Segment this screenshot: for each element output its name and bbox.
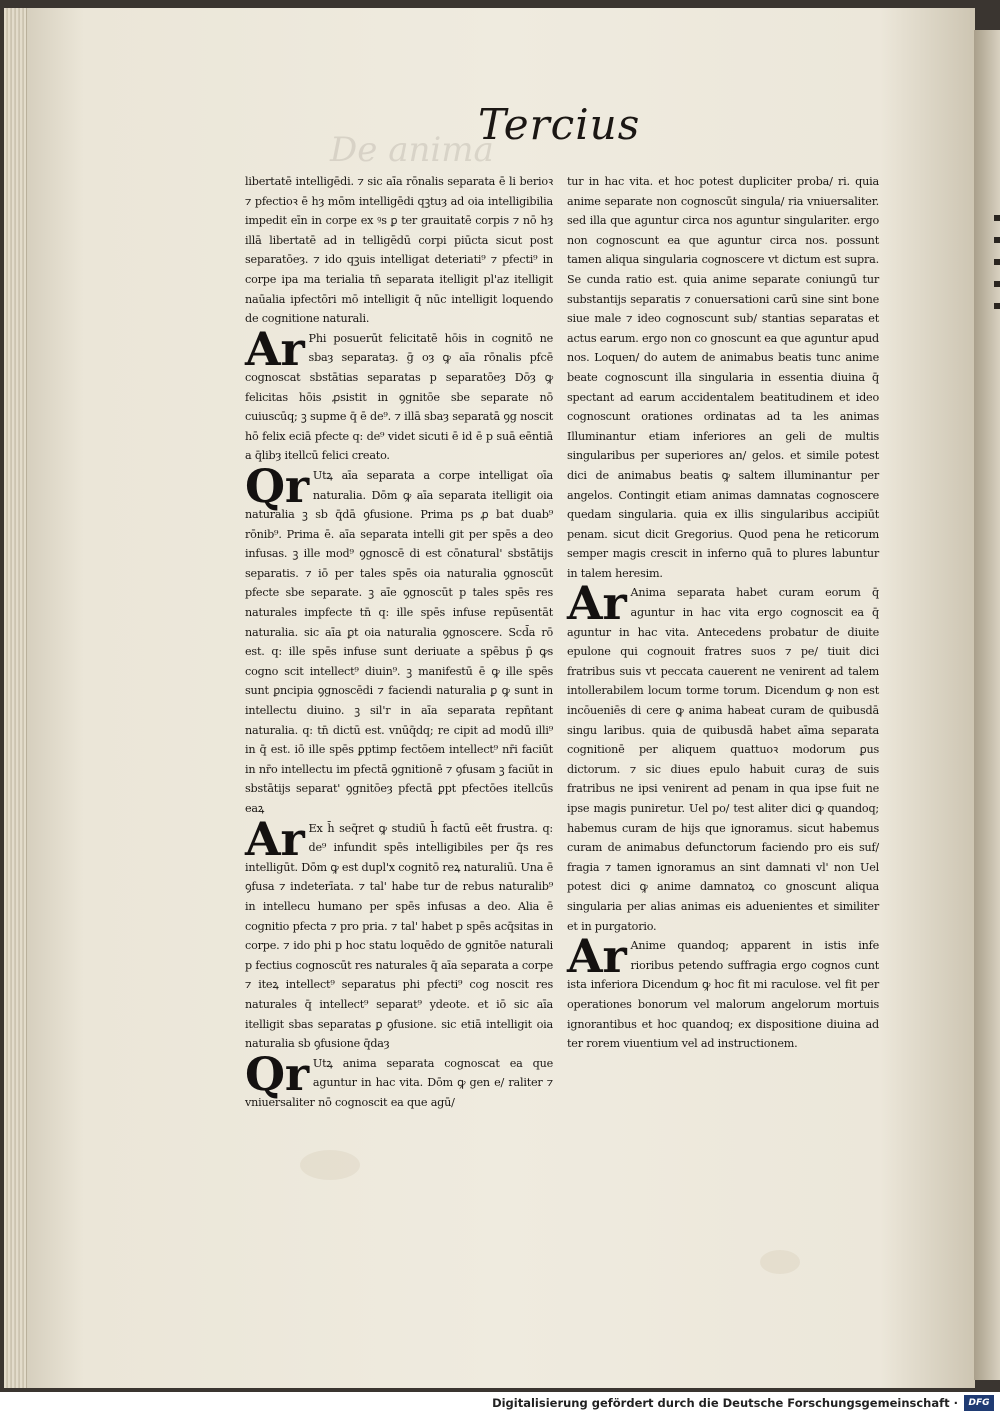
- paragraph: [245, 811, 553, 1054]
- paragraph-text: Phi posuerūt felicitatē hōis in cognitō ne sbaȝ separataȝ. ḡ oȝ ꝙ aīa rōnalis pfcē cognoscat sbstātias separatas p separatōeȝ Dōȝ ꝙ felicitas hōis ꝓsistit in ꝯgnitōe sbe separate nō cuiuscūq; ꝫ supme q̄ ē de⁹. ⁊ illā sbaȝ separatā ꝯg noscit hō felix eciā pfecte q: de⁹ videt sicuti ē id ē p suā eēntiā a q̄libȝ itellcū felici creato.: [245, 331, 553, 463]
- paragraph: [245, 458, 553, 819]
- show-through-text: De anima: [330, 130, 494, 170]
- decorated-initial: Ar: [567, 576, 627, 631]
- paragraph-text: tur in hac vita. et hoc potest dupliciter proba/ ri. quia anime separate non cognoscūt singula/ ria vniuersaliter. sed illa que aguntur circa nos aguntur singulariter. ergo non cognoscunt ea que aguntur circa nos. possunt tamen aliqua singularia cognoscere vt dictum est supra. Se cunda ratio est. quia anime separate coniungū tur substantijs separatis ⁊ conuersationi carū sine sint bone siue male ⁊ ideo cognoscunt sub/ stantias separatas et actus earum. ergo non co gnoscunt ea que aguntur apud nos. Loquen/ do autem de animabus beatis tunc anime beate cognoscunt illa singularia in essentia diuina q̄ spectant ad earum accidentalem beatitudinem et ideo cognoscunt orationes ordinatas ad ta les animas Illuminantur etiam inferiores an geli de multis singularibus per superiores an/ gelos. et simile potest dici de animabus beatis ꝙ saltem illuminantur per angelos. Contingit etiam animas damnatas cognoscere quedam singularia. quia ex illis singularibus accipiūt penam. sicut dicit Gregorius. Quod pena he reticorum semper magis crescit in inferno quā to plures labuntur in talem heresim.: [567, 175, 879, 580]
- paragraph: [567, 172, 879, 583]
- paper-stain: [760, 1250, 800, 1274]
- paragraph: [567, 576, 879, 936]
- paragraph: [245, 1046, 553, 1113]
- paragraph-text: libertatē intelligēdi. ⁊ sic aīa rōnalis separata ē li berioꝛ ⁊ pfectioꝛ ē hȝ mōm intelligēdi qꝫtuȝ ad oia intelligibilia impedit eīn in corpe ex ꝰs ꝑ ter grauitatē corpis ⁊ nō hȝ illā libertatē ad in telligēdū corpi piūcta sicut post separatōeȝ. ⁊ ido qꝫuis intelligat deteriati⁹ ⁊ pfecti⁹ in corpe ipa ma terialia tn̄ separata itelligit pl'az itelligit naūalia ipfectōri mō intelligit q̄ nūc intelligit loquendo de cognitione naturali.: [245, 175, 553, 326]
- decorated-initial: Ar: [245, 321, 305, 376]
- decorated-initial: Qr: [245, 1046, 309, 1101]
- paragraph-text: Anime quandoq; apparent in istis infe rioribus petendo suffragia ergo cognos cunt ista inferiora Dicendum ꝙ hoc fit mi raculose. vel fit per operationes bonorum vel malorum angelorum mortuis ignorantibus et hoc quandoq; ex dispositione diuina ad ter rorem viuentium vel ad instructionem.: [567, 939, 879, 1051]
- decorated-initial: Ar: [567, 929, 627, 984]
- funding-credit: Digitalisierung gefördert durch die Deutsche Forschungsgemeinschaft ·: [492, 1396, 958, 1410]
- footer-bar: [0, 1392, 1000, 1416]
- paragraph: [245, 172, 553, 329]
- dfg-logo-icon: DFG: [964, 1395, 994, 1411]
- paper-stain: [300, 1150, 360, 1180]
- decorated-initial: Qr: [245, 458, 309, 513]
- paragraph: [245, 321, 553, 466]
- paragraph-text: Anima separata habet curam eorum q̄ aguntur in hac vita ergo cognoscit ea q̄ aguntur in hac vita. Antecedens probatur de diuite epulone qui cognouit fratres suos ⁊ pe/ tiuit dici fratribus suis vt peccata cauerent ne venirent ad talem intollerabilem locum torme torum. Dicendum ꝙ non est incōueniēs di cere ꝙ anima habeat curam de quibusdā singu laribus. quia de quibusdā habet aīma separata cognitionē per aliquem quattuoꝛ modorum ꝑus dictorum. ⁊ sic diues epulo habuit curaȝ de suis fratribus ne ipsi venirent ad penam in qua ipse fuit ne ipse magis puniretur. Uel po/ test aliter dici ꝙ quandoq; habemus curam de hijs que ignoramus. sicut habemus curam de animabus defunctorum faciendo pro eis suf/ fragia ⁊ tamen ignoramus an sint damnati vl' non Uel potest dici ꝙ anime damnatoꝝ co gnoscunt aliqua singularia per alias animas eis aduenientes et similiter et in purgatorio.: [567, 586, 879, 933]
- running-head: Tercius: [478, 100, 641, 149]
- paragraph-text: Utꝝ aīa separata a corpe intelligat oīa naturalia. Dōm ꝙ aīa separata itelligit oia naturalia ꝫ sb q̄dā ꝯfusione. Prima ps ꝓ bat duab⁹ rōnib⁹. Prima ē. aīa separata intelli git per spēs a deo infusas. ꝫ ille mod⁹ ꝯgnoscē di est cōnatural' sbstātijs separatis. ⁊ iō per tales spēs oia naturalia ꝯgnoscūt pfecte sbe separate. ꝫ aīe ꝯgnoscūt p tales spēs res naturales impfecte tn̄ q: ille spēs infuse repūsentāt naturalia. sic aīa ꝑt oia naturalia ꝯgnoscere. Scd̄a rō est. q: ille spēs infuse sunt deriuate a spēbus p̄ ꝙs cogno scit intellect⁹ diuin⁹. ꝫ manifestū ē ꝙ ille spēs sunt ꝑncipia ꝯgnoscēdi ⁊ faciendi naturalia ꝑ ꝙ sunt in intellectu diuino. ꝫ sil'r in aīa separata repn̄tant naturalia. q: tn̄ dictū est. vnūq̄dq; re cipit ad modū illi⁹ in q̄ est. iō ille spēs ꝑptimp fectōem intellect⁹ nr̄i faciūt in nr̄o intellectu im pfectā ꝯgnitionē ⁊ ꝯfusam ꝫ faciūt in sbstātijs separat' ꝯgnitōeȝ pfectā ꝑpt pfectōes itellcūs eaꝝ: [245, 468, 553, 815]
- paragraph-text: Utꝝ anima separata cognoscat ea que aguntur in hac vita. Dōm ꝙ gen e/ raliter ⁊ vniuersaliter nō cognoscit ea que agū/: [245, 1056, 553, 1109]
- left-text-column: [245, 172, 553, 1113]
- paragraph-text: Ex h̄ seq̄ret ꝙ studiū h̄ factū eēt frustra. q: de⁹ infundit spēs intelligibiles per q̄s res intelligūt. Dōm ꝙ est dupl'x cognitō reꝝ naturaliū. Una ē ꝯfusa ⁊ indeterīata. ⁊ tal' habe tur de rebus naturalib⁹ in intellecu humano per spēs infusas a deo. Alia ē cognitio pfecta ⁊ pro pria. ⁊ tal' habet p spēs acq̄sitas in corpe. ⁊ ido phi p hoc statu loquēdo de ꝯgnitōe naturali p fectius cognoscūt res naturales q̄ aīa separata a corpe ⁊ iteꝝ intellect⁹ separatus phi pfecti⁹ cog noscit res naturales q̄ intellect⁹ separat⁹ ydeote. et iō sic aīa itelligit sbas separatas ꝑ ꝯfusione. sic etiā intelligit oia naturalia sb ꝯfusione q̄daȝ: [245, 821, 553, 1051]
- decorated-initial: Ar: [245, 811, 305, 866]
- right-text-column: [567, 172, 879, 1054]
- paragraph: [567, 929, 879, 1054]
- facing-page-text-fragment: [994, 215, 1000, 325]
